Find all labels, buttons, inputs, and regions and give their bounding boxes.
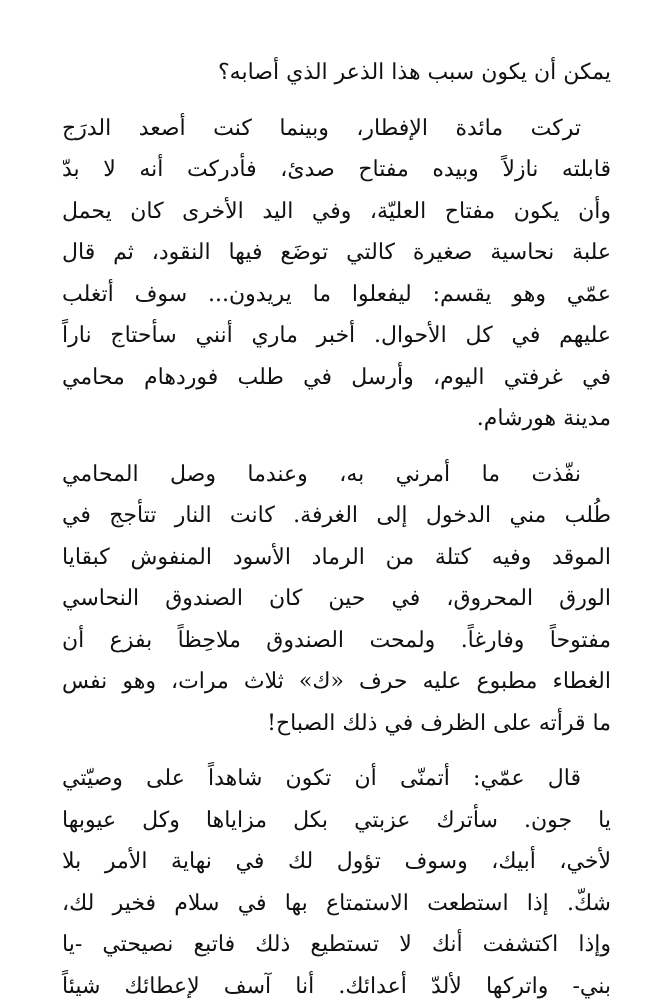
text-line: الغطاء مطبوع عليه حرف «ك» ثلاث مرات، وهو نفس: [62, 661, 611, 703]
text-line: بني- واتركها لألدّ أعدائك. أنا آسف لإعطائك شيئاً: [62, 966, 611, 1007]
text-line: عليهم في كل الأحوال. أخبر ماري أنني سأحتاج ناراً: [62, 315, 611, 357]
text-line: قال عمّي: أتمنّى أن تكون شاهداً على وصيّتي: [62, 758, 611, 800]
paragraph-3: [62, 454, 611, 745]
text-line: عمّي وهو يقسم: ليفعلوا ما يريدون... سوف أتغلب: [62, 274, 611, 316]
book-page: [62, 52, 611, 1007]
text-line: في غرفتي اليوم، وأرسل في طلب فوردهام محامي: [62, 357, 611, 399]
text-line: الورق المحروق، في حين كان الصندوق النحاسي: [62, 578, 611, 620]
text-line: يمكن أن يكون سبب هذا الذعر الذي أصابه؟: [62, 52, 611, 94]
text-line: ما قرأته على الظرف في ذلك الصباح!: [62, 703, 611, 745]
text-line: الموقد وفيه كتلة من الرماد الأسود المنفوش كبقايا: [62, 537, 611, 579]
text-line: وأن يكون مفتاح العليّة، وفي اليد الأخرى كان يحمل: [62, 191, 611, 233]
text-line: مدينة هورشام.: [62, 398, 611, 440]
text-line: يا جون. سأترك عزبتي بكل مزاياها وكل عيوبها: [62, 800, 611, 842]
text-line: قابلته نازلاً وبيده مفتاح صدئ، فأدركت أنه لا بدّ: [62, 149, 611, 191]
text-line: تركت مائدة الإفطار، وبينما كنت أصعد الدرَج: [62, 108, 611, 150]
text-line: مفتوحاً وفارغاً. ولمحت الصندوق ملاحِظاً بفزع أن: [62, 620, 611, 662]
text-line: لأخي، أبيك، وسوف تؤول لك في نهاية الأمر بلا: [62, 841, 611, 883]
paragraph-1: [62, 52, 611, 94]
text-line: علبة نحاسية صغيرة كالتي توضَع فيها النقود، ثم قال: [62, 232, 611, 274]
text-line: وإذا اكتشفت أنك لا تستطيع ذلك فاتبع نصيحتي -يا: [62, 924, 611, 966]
text-line: شكّ. إذا استطعت الاستمتاع بها في سلام فخير لك،: [62, 883, 611, 925]
paragraph-2: [62, 108, 611, 440]
paragraph-4: [62, 758, 611, 1007]
text-line: نفّذت ما أمرني به، وعندما وصل المحامي: [62, 454, 611, 496]
text-line: طُلب مني الدخول إلى الغرفة. كانت النار تتأجج في: [62, 495, 611, 537]
